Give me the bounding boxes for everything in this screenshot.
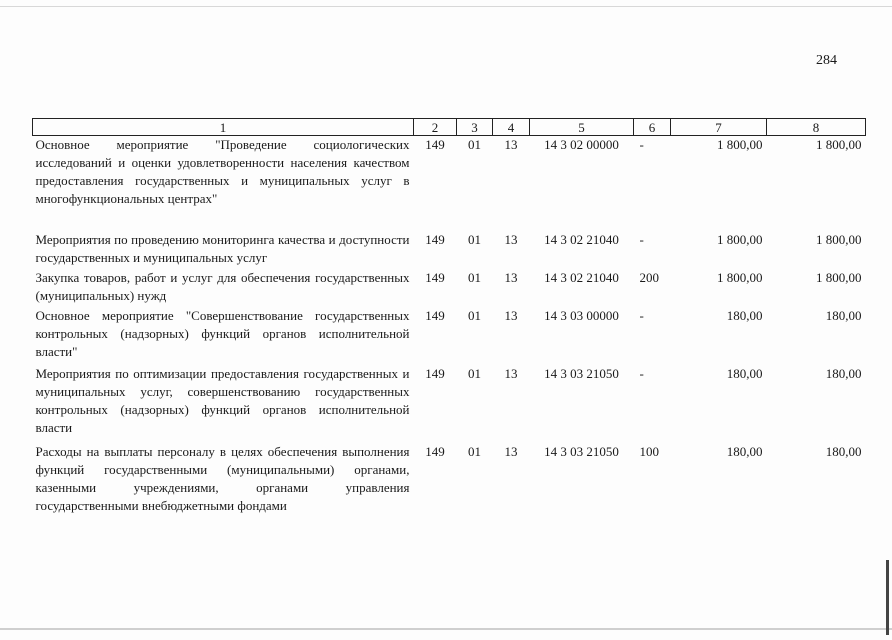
table-row bbox=[33, 269, 866, 307]
row-admin-code: 149 bbox=[425, 443, 445, 459]
header-col-7: 7 bbox=[671, 119, 767, 136]
row-expense-type: - bbox=[639, 307, 644, 323]
row-admin-code: 149 bbox=[425, 365, 445, 381]
row-expense-type: - bbox=[639, 137, 644, 152]
header-col-2: 2 bbox=[414, 119, 457, 136]
row-name: Мероприятия по проведению мониторинга качества и доступности государственных и муниципальных услуг bbox=[35, 231, 410, 265]
row-section: 01 bbox=[468, 443, 481, 459]
row-amount-7: 180,00 bbox=[726, 307, 763, 323]
table-row bbox=[33, 231, 866, 269]
header-col-6: 6 bbox=[634, 119, 671, 136]
header-col-5: 5 bbox=[530, 119, 634, 136]
table-row bbox=[33, 443, 866, 535]
row-admin-code: 149 bbox=[425, 307, 445, 323]
row-amount-8: 180,00 bbox=[825, 443, 862, 459]
row-name: Основное мероприятие "Проведение социологических исследований и оценки удовлетворенности населения качеством предоставления государственных и муниципальных услуг в многофункциональных центрах" bbox=[35, 137, 410, 206]
scan-edge-top bbox=[0, 6, 892, 7]
row-section: 01 bbox=[468, 269, 481, 285]
row-subsection: 13 bbox=[504, 269, 518, 285]
table-row bbox=[33, 136, 866, 231]
table-row bbox=[33, 365, 866, 443]
row-section: 01 bbox=[468, 307, 481, 323]
row-amount-7: 1 800,00 bbox=[717, 137, 763, 152]
row-target-article: 14 3 03 21050 bbox=[544, 365, 619, 381]
row-subsection: 13 bbox=[504, 307, 518, 323]
row-amount-8: 1 800,00 bbox=[816, 137, 862, 152]
header-col-1: 1 bbox=[33, 119, 414, 136]
row-name: Мероприятия по оптимизации предоставления государственных и муниципальных услуг, совершенствованию государственных контрольных (надзорных) функций органов исполнительной власти bbox=[35, 365, 410, 435]
row-section: 01 bbox=[468, 231, 481, 247]
row-expense-type: 100 bbox=[639, 443, 659, 459]
row-subsection: 13 bbox=[504, 137, 518, 152]
row-subsection: 13 bbox=[504, 365, 518, 381]
row-target-article: 14 3 03 21050 bbox=[544, 443, 619, 459]
row-admin-code: 149 bbox=[425, 137, 445, 152]
row-name: Расходы на выплаты персоналу в целях обеспечения выполнения функций государственными (муниципальными) органами, казенными учреждениями, органами управления государственными внебюджетными фондами bbox=[35, 443, 410, 513]
row-name: Основное мероприятие "Совершенствование государственных контрольных (надзорных) функций органов исполнительной власти" bbox=[35, 307, 410, 359]
row-amount-8: 180,00 bbox=[825, 365, 862, 381]
scan-edge-bottom bbox=[0, 628, 892, 630]
scan-edge-right bbox=[886, 560, 889, 635]
row-target-article: 14 3 02 21040 bbox=[544, 269, 619, 285]
header-col-8: 8 bbox=[767, 119, 866, 136]
table-header-row bbox=[33, 119, 866, 136]
row-amount-7: 1 800,00 bbox=[717, 269, 763, 285]
row-amount-8: 180,00 bbox=[825, 307, 862, 323]
row-expense-type: - bbox=[639, 365, 644, 381]
header-col-3: 3 bbox=[457, 119, 493, 136]
row-amount-7: 180,00 bbox=[726, 443, 763, 459]
row-amount-8: 1 800,00 bbox=[816, 231, 862, 247]
row-section: 01 bbox=[468, 137, 481, 152]
row-admin-code: 149 bbox=[425, 231, 445, 247]
row-target-article: 14 3 03 00000 bbox=[544, 307, 619, 323]
row-section: 01 bbox=[468, 365, 481, 381]
header-col-4: 4 bbox=[493, 119, 530, 136]
row-subsection: 13 bbox=[504, 231, 518, 247]
page-number: 284 bbox=[816, 53, 837, 68]
table-row bbox=[33, 307, 866, 365]
row-amount-7: 180,00 bbox=[726, 365, 763, 381]
row-expense-type: 200 bbox=[639, 269, 659, 285]
row-amount-7: 1 800,00 bbox=[717, 231, 763, 247]
row-target-article: 14 3 02 00000 bbox=[544, 137, 619, 152]
row-subsection: 13 bbox=[504, 443, 518, 459]
row-amount-8: 1 800,00 bbox=[816, 269, 862, 285]
row-expense-type: - bbox=[639, 231, 644, 247]
budget-table bbox=[32, 118, 866, 535]
row-name: Закупка товаров, работ и услуг для обеспечения государственных (муниципальных) нужд bbox=[35, 269, 410, 303]
row-admin-code: 149 bbox=[425, 269, 445, 285]
row-target-article: 14 3 02 21040 bbox=[544, 231, 619, 247]
